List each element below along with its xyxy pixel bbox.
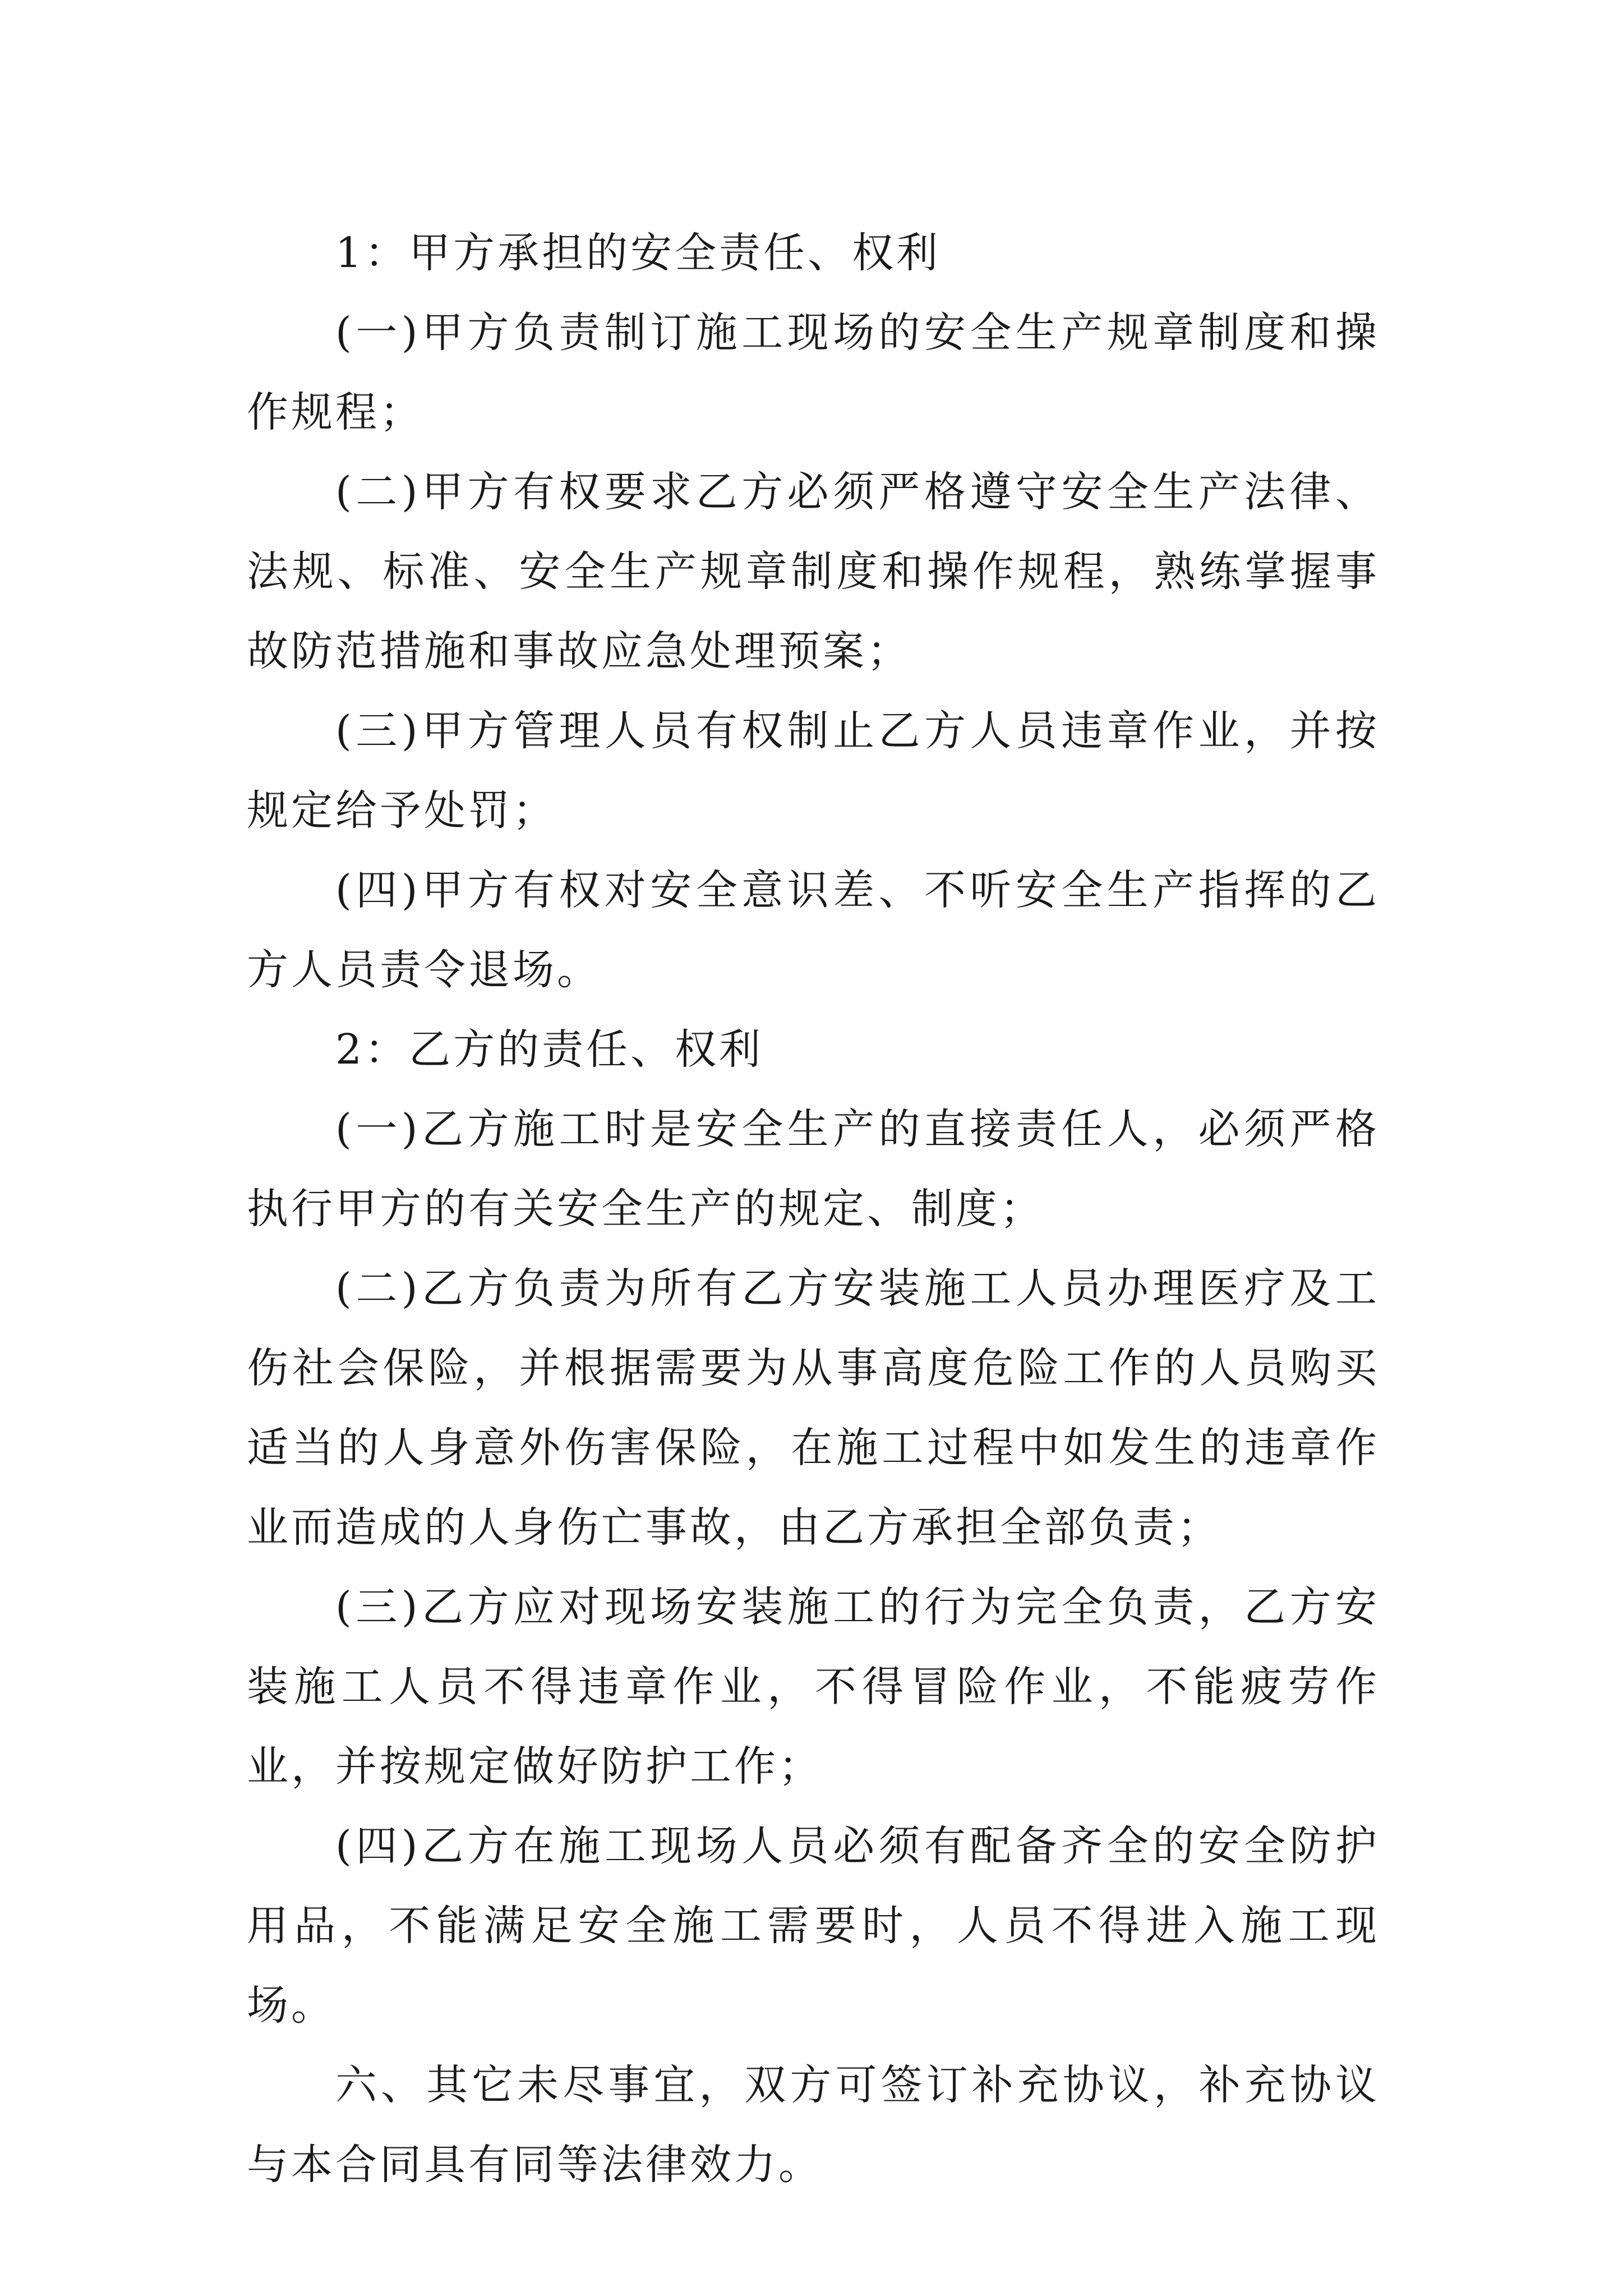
- party-b-clause-1: (一)乙方施工时是安全生产的直接责任人，必须严格执行甲方的有关安全生产的规定、制度；: [247, 1105, 1380, 1233]
- party-a-clause-4: (四)甲方有权对安全意识差、不听安全生产指挥的乙方人员责令退场。: [247, 866, 1380, 994]
- party-b-clause-3: (三)乙方应对现场安装施工的行为完全负责，乙方安装施工人员不得违章作业，不得冒险作业，不能疲劳作业，并按规定做好防护工作；: [247, 1583, 1380, 1791]
- section-six-other-matters: 六、其它未尽事宜，双方可签订补充协议，补充协议与本合同具有同等法律效力。: [247, 2061, 1380, 2189]
- party-a-clause-3: (三)甲方管理人员有权制止乙方人员违章作业，并按规定给予处罚；: [247, 707, 1380, 835]
- section-heading-party-b: 2：乙方的责任、权利: [335, 1025, 764, 1074]
- party-b-clause-4: (四)乙方在施工现场人员必须有配备齐全的安全防护用品，不能满足安全施工需要时，人员不得进入施工现场。: [247, 1822, 1380, 2030]
- document-body: [247, 213, 1380, 2205]
- party-b-clause-2: (二)乙方负责为所有乙方安装施工人员办理医疗及工伤社会保险，并根据需要为从事高度危险工作的人员购买适当的人身意外伤害保险，在施工过程中如发生的违章作业而造成的人身伤亡事故，由乙方承担全部负责；: [247, 1264, 1380, 1552]
- party-a-clause-1: (一)甲方负责制订施工现场的安全生产规章制度和操作规程；: [247, 309, 1380, 436]
- section-heading-party-a: 1：甲方承担的安全责任、权利: [335, 229, 941, 277]
- party-a-clause-2: (二)甲方有权要求乙方必须严格遵守安全生产法律、法规、标准、安全生产规章制度和操作规程，熟练掌握事故防范措施和事故应急处理预案；: [247, 468, 1380, 675]
